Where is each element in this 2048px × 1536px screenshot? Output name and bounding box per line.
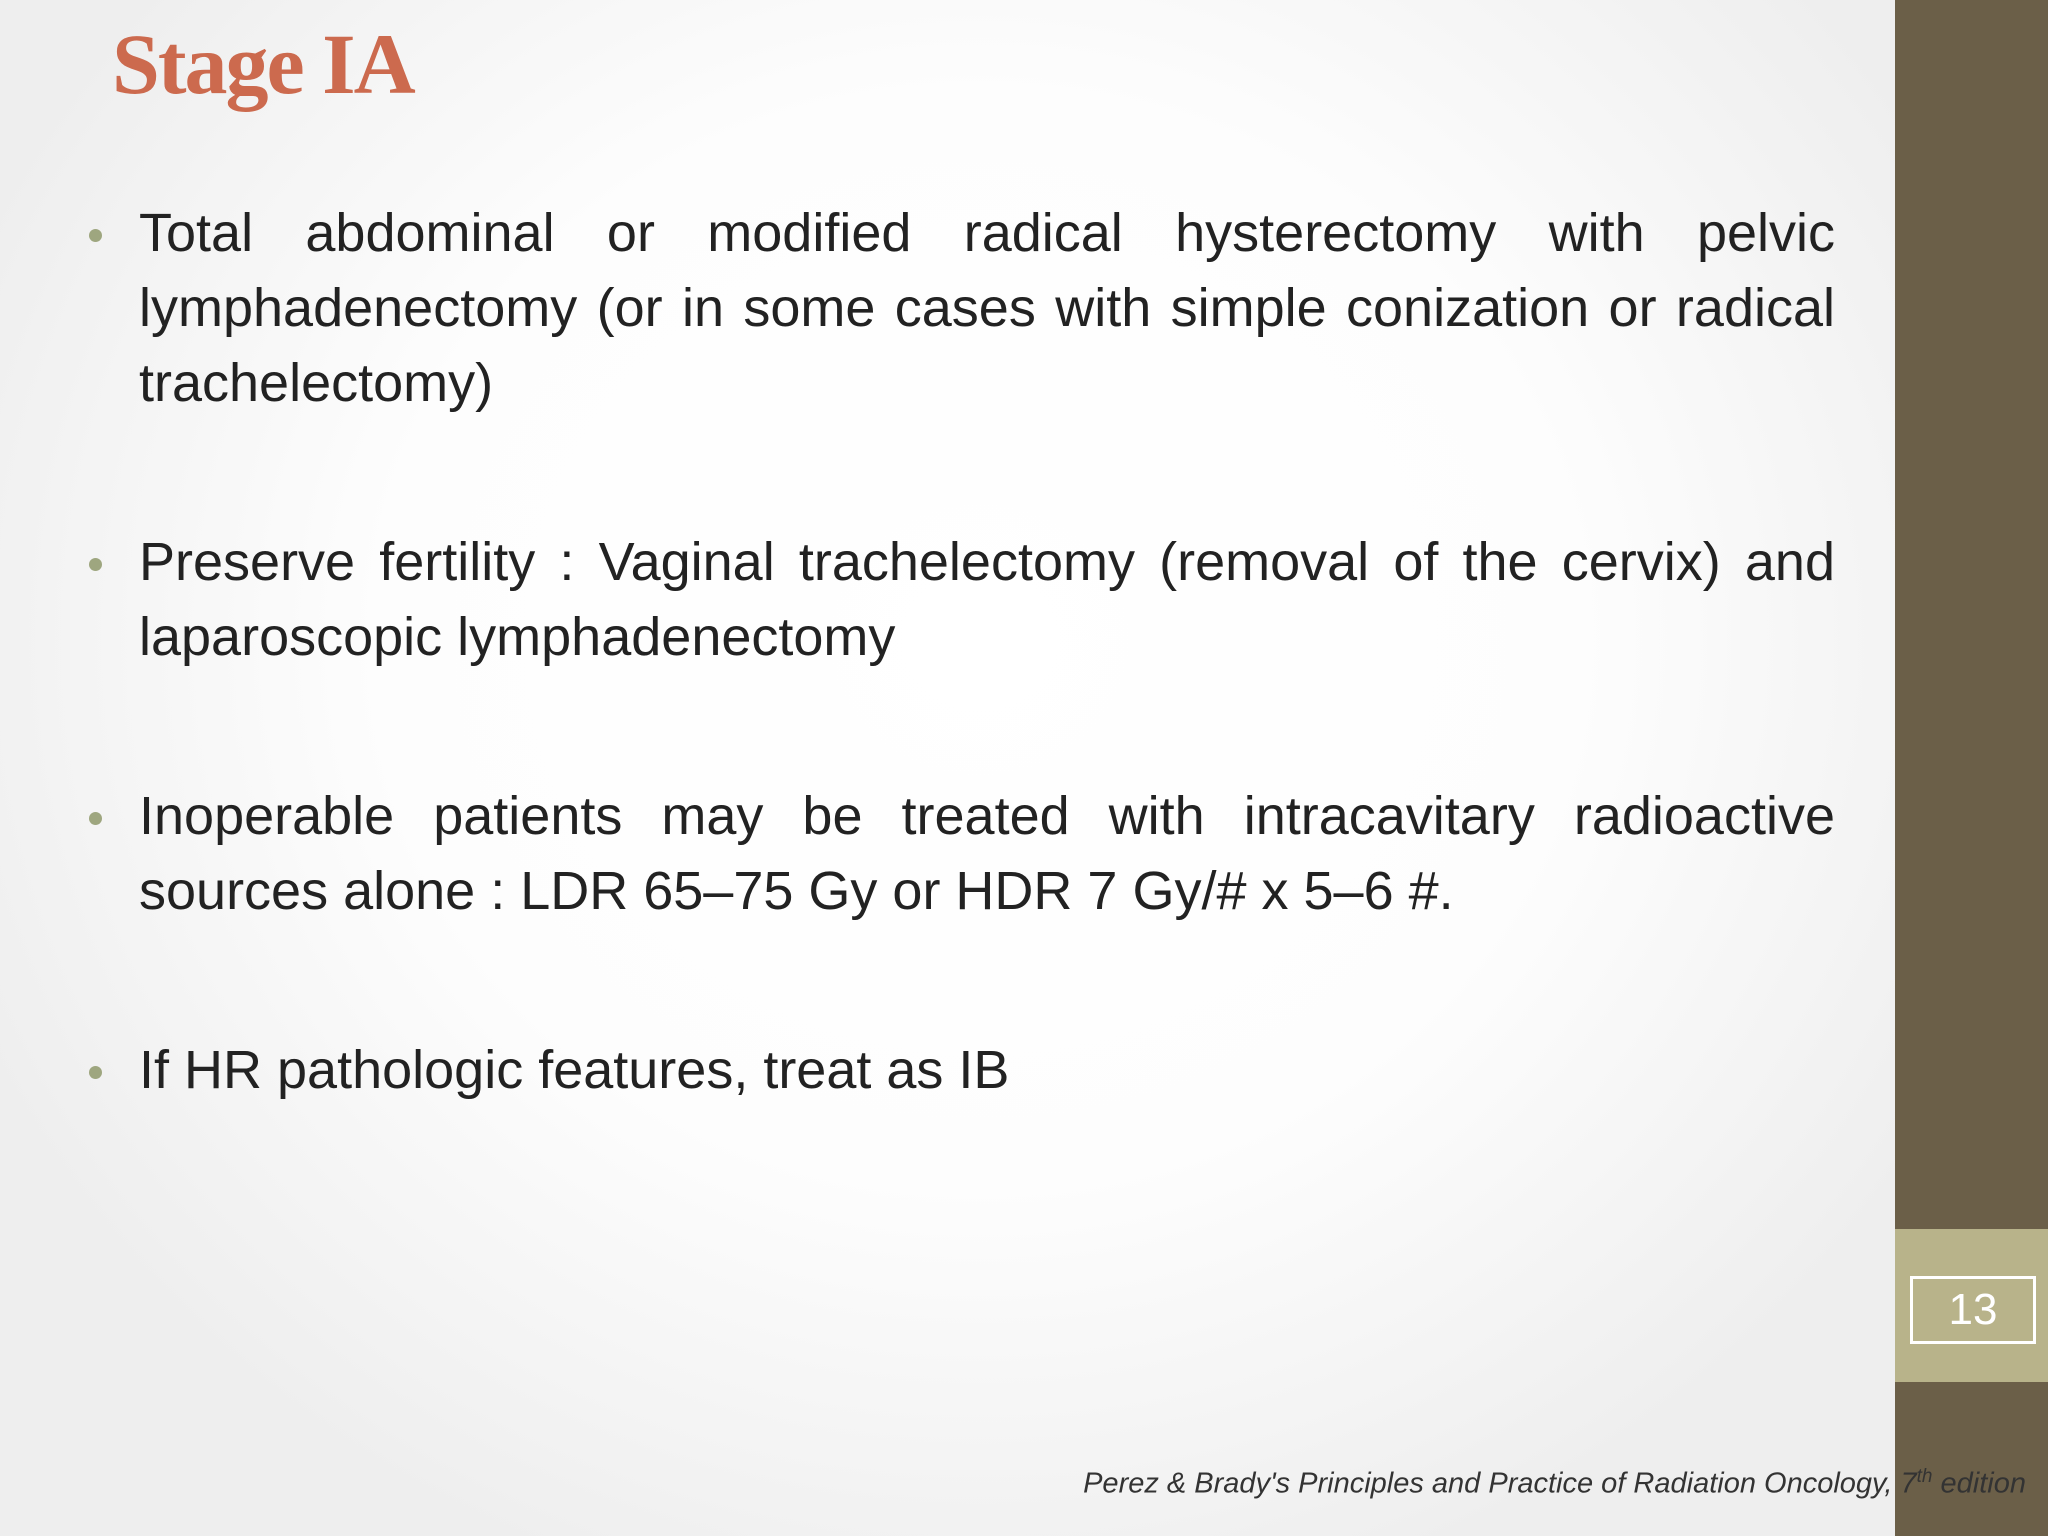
bullet-dot-icon (89, 229, 102, 242)
bullet-item (85, 196, 1835, 421)
citation (1083, 1466, 2026, 1501)
bullet-dot-icon (89, 812, 102, 825)
citation-suffix: edition (1932, 1467, 2026, 1500)
bullet-dot-icon (89, 1066, 102, 1079)
bullet-text: Total abdominal or modified radical hysterectomy with pelvic lymphadenectomy (or in some cases with simple conization or radical trachelectomy) (139, 203, 1835, 413)
bullet-text: If HR pathologic features, treat as IB (139, 1040, 1010, 1100)
citation-prefix: Perez & Brady's Principles and Practice of Radiation Oncology, 7 (1083, 1467, 1917, 1500)
bullet-list (85, 196, 1835, 1212)
slide-number: 13 (1910, 1276, 2036, 1344)
bullet-item (85, 779, 1835, 929)
slide-title: Stage IA (112, 16, 414, 112)
bullet-item (85, 1033, 1835, 1108)
bullet-item (85, 525, 1835, 675)
bullet-text: Preserve fertility : Vaginal trachelectomy (removal of the cervix) and laparoscopic lymphadenectomy (139, 532, 1835, 667)
bullet-text: Inoperable patients may be treated with intracavitary radioactive sources alone : LDR 65–75 Gy or HDR 7 Gy/# x 5–6 #. (139, 786, 1835, 921)
citation-superscript: th (1916, 1466, 1933, 1487)
bullet-dot-icon (89, 558, 102, 571)
